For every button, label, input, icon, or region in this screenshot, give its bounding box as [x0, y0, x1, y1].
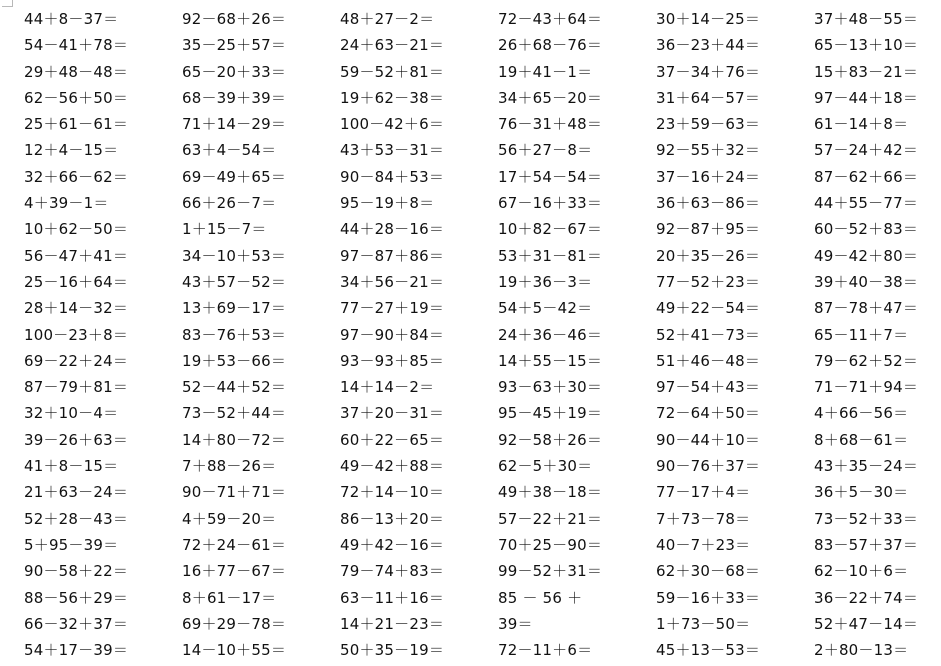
math-problem: 36－22＋74＝ [814, 588, 919, 607]
math-problem: 87－78＋47＝ [814, 299, 919, 318]
math-problem: 52－44＋52＝ [182, 378, 287, 397]
math-problem: 14＋21－23＝ [340, 614, 445, 633]
math-problem: 1＋15－7＝ [182, 220, 267, 239]
math-problem: 51＋46－48＝ [656, 351, 761, 370]
math-problem: 32＋10－4＝ [24, 404, 119, 423]
math-problem: 7＋88－26＝ [182, 457, 277, 476]
math-problem: 21＋63－24＝ [24, 483, 129, 502]
math-problem: 23＋59－63＝ [656, 115, 761, 134]
math-problem: 60＋22－65＝ [340, 430, 445, 449]
math-problem: 73－52＋33＝ [814, 509, 919, 528]
math-problem: 12＋4－15＝ [24, 141, 119, 160]
math-problem: 30＋14－25＝ [656, 10, 761, 28]
math-problem: 24＋63－21＝ [340, 36, 445, 55]
math-problem: 83－57＋37＝ [814, 535, 919, 554]
math-problem: 37－16＋24＝ [656, 167, 761, 186]
math-problem: 39＝ [498, 614, 533, 633]
math-problem: 59－52＋81＝ [340, 62, 445, 81]
math-problem: 32＋66－62＝ [24, 167, 129, 186]
math-problem: 100－42＋6＝ [340, 115, 445, 134]
math-problem: 72＋14－10＝ [340, 483, 445, 502]
math-problem: 17＋54－54＝ [498, 167, 603, 186]
math-problem: 97－90＋84＝ [340, 325, 445, 344]
math-problem: 37＋48－55＝ [814, 10, 919, 28]
math-problem: 57－24＋42＝ [814, 141, 919, 160]
math-problem: 77－52＋23＝ [656, 272, 761, 291]
math-problem: 36＋5－30＝ [814, 483, 909, 502]
math-problem: 53＋31－81＝ [498, 246, 603, 265]
math-problem: 71－71＋94＝ [814, 378, 919, 397]
math-problem: 8＋68－61＝ [814, 430, 909, 449]
math-problem: 90－71＋71＝ [182, 483, 287, 502]
math-problem: 71＋14－29＝ [182, 115, 287, 134]
math-problem: 69－49＋65＝ [182, 167, 287, 186]
math-problem: 34＋65－20＝ [498, 88, 603, 107]
math-problem: 44＋8－37＝ [24, 10, 119, 28]
math-problem: 8＋61－17＝ [182, 588, 277, 607]
math-problem: 73－52＋44＝ [182, 404, 287, 423]
math-problem: 62－56＋50＝ [24, 88, 129, 107]
math-problem: 25－16＋64＝ [24, 272, 129, 291]
math-problem: 92－68＋26＝ [182, 10, 287, 28]
math-problem: 77－17＋4＝ [656, 483, 751, 502]
math-problem: 10＋62－50＝ [24, 220, 129, 239]
math-problem: 90－84＋53＝ [340, 167, 445, 186]
math-problem: 45＋13－53＝ [656, 641, 761, 660]
math-problem: 2＋80－13＝ [814, 641, 909, 660]
math-problem: 63－11＋16＝ [340, 588, 445, 607]
math-problem: 90－58＋22＝ [24, 562, 129, 581]
problem-grid [24, 9, 941, 666]
math-problem: 72－11＋6＝ [498, 641, 593, 660]
math-problem: 92－58＋26＝ [498, 430, 603, 449]
math-problem: 1＋73－50＝ [656, 614, 751, 633]
math-problem: 65－11＋7＝ [814, 325, 909, 344]
math-problem: 100－23＋8＝ [24, 325, 129, 344]
math-problem: 83－76＋53＝ [182, 325, 287, 344]
math-problem: 39－26＋63＝ [24, 430, 129, 449]
math-problem: 49＋38－18＝ [498, 483, 603, 502]
math-problem: 4＋59－20＝ [182, 509, 277, 528]
math-problem: 56＋27－8＝ [498, 141, 593, 160]
math-problem: 52＋41－73＝ [656, 325, 761, 344]
math-problem: 59－16＋33＝ [656, 588, 761, 607]
math-problem: 72＋24－61＝ [182, 535, 287, 554]
math-problem: 72－43＋64＝ [498, 10, 603, 28]
math-problem: 90－44＋10＝ [656, 430, 761, 449]
math-problem: 95－45＋19＝ [498, 404, 603, 423]
math-problem: 39＋40－38＝ [814, 272, 919, 291]
math-problem: 5＋95－39＝ [24, 535, 119, 554]
math-problem: 63＋4－54＝ [182, 141, 277, 160]
math-problem: 97－44＋18＝ [814, 88, 919, 107]
math-problem: 69＋29－78＝ [182, 614, 287, 633]
math-problem: 4＋39－1＝ [24, 194, 109, 213]
math-problem: 62＋30－68＝ [656, 562, 761, 581]
math-problem: 34－10＋53＝ [182, 246, 287, 265]
math-problem: 66＋26－7＝ [182, 194, 277, 213]
math-problem: 19＋41－1＝ [498, 62, 593, 81]
math-problem: 13＋69－17＝ [182, 299, 287, 318]
math-problem: 60－52＋83＝ [814, 220, 919, 239]
math-problem: 65－13＋10＝ [814, 36, 919, 55]
math-problem: 85 － 56 ＋ [498, 588, 583, 607]
math-problem: 92－55＋32＝ [656, 141, 761, 160]
math-problem: 31＋64－57＝ [656, 88, 761, 107]
math-problem: 26＋68－76＝ [498, 36, 603, 55]
math-problem: 15＋83－21＝ [814, 62, 919, 81]
math-problem: 97－87＋86＝ [340, 246, 445, 265]
math-problem: 88－56＋29＝ [24, 588, 129, 607]
math-problem: 61－14＋8＝ [814, 115, 909, 134]
math-problem: 86－13＋20＝ [340, 509, 445, 528]
math-problem: 77－27＋19＝ [340, 299, 445, 318]
math-problem: 87－79＋81＝ [24, 378, 129, 397]
math-problem: 28＋14－32＝ [24, 299, 129, 318]
math-problem: 40－7＋23＝ [656, 535, 751, 554]
math-problem: 19＋53－66＝ [182, 351, 287, 370]
math-problem: 49＋42－16＝ [340, 535, 445, 554]
math-problem: 93－93＋85＝ [340, 351, 445, 370]
math-problem: 14＋14－2＝ [340, 378, 435, 397]
math-problem: 19＋36－3＝ [498, 272, 593, 291]
math-problem: 25＋61－61＝ [24, 115, 129, 134]
math-problem: 70＋25－90＝ [498, 535, 603, 554]
math-problem: 49＋22－54＝ [656, 299, 761, 318]
math-problem: 19＋62－38＝ [340, 88, 445, 107]
math-problem: 68－39＋39＝ [182, 88, 287, 107]
math-problem: 29＋48－48＝ [24, 62, 129, 81]
math-problem: 7＋73－78＝ [656, 509, 751, 528]
math-problem: 76－31＋48＝ [498, 115, 603, 134]
math-problem: 48＋27－2＝ [340, 10, 435, 28]
math-problem: 87－62＋66＝ [814, 167, 919, 186]
math-problem: 95－19＋8＝ [340, 194, 435, 213]
math-problem: 43＋53－31＝ [340, 141, 445, 160]
math-problem: 37＋20－31＝ [340, 404, 445, 423]
math-problem: 67－16＋33＝ [498, 194, 603, 213]
math-problem: 52＋47－14＝ [814, 614, 919, 633]
math-problem: 24＋36－46＝ [498, 325, 603, 344]
math-problem: 54－41＋78＝ [24, 36, 129, 55]
math-problem: 50＋35－19＝ [340, 641, 445, 660]
math-problem: 41＋8－15＝ [24, 457, 119, 476]
math-problem: 56－47＋41＝ [24, 246, 129, 265]
math-problem: 20＋35－26＝ [656, 246, 761, 265]
math-problem: 16＋77－67＝ [182, 562, 287, 581]
math-problem: 90－76＋37＝ [656, 457, 761, 476]
math-problem: 43＋35－24＝ [814, 457, 919, 476]
math-problem: 92－87＋95＝ [656, 220, 761, 239]
math-problem: 62－5＋30＝ [498, 457, 593, 476]
math-problem: 37－34＋76＝ [656, 62, 761, 81]
math-problem: 14＋55－15＝ [498, 351, 603, 370]
math-problem: 72－64＋50＝ [656, 404, 761, 423]
math-problem: 79－74＋83＝ [340, 562, 445, 581]
math-problem: 54＋17－39＝ [24, 641, 129, 660]
math-problem: 10＋82－67＝ [498, 220, 603, 239]
math-problem: 49－42＋88＝ [340, 457, 445, 476]
math-problem: 93－63＋30＝ [498, 378, 603, 397]
page-corner-mark [2, 0, 13, 7]
math-problem: 79－62＋52＝ [814, 351, 919, 370]
math-problem: 54＋5－42＝ [498, 299, 593, 318]
math-problem: 4＋66－56＝ [814, 404, 909, 423]
math-problem: 44＋28－16＝ [340, 220, 445, 239]
math-problem: 69－22＋24＝ [24, 351, 129, 370]
math-problem: 99－52＋31＝ [498, 562, 603, 581]
math-problem: 43＋57－52＝ [182, 272, 287, 291]
math-problem: 62－10＋6＝ [814, 562, 909, 581]
math-problem: 49－42＋80＝ [814, 246, 919, 265]
math-problem: 14－10＋55＝ [182, 641, 287, 660]
math-problem: 34＋56－21＝ [340, 272, 445, 291]
math-problem: 36＋63－86＝ [656, 194, 761, 213]
math-problem: 65－20＋33＝ [182, 62, 287, 81]
math-problem: 36－23＋44＝ [656, 36, 761, 55]
math-problem: 14＋80－72＝ [182, 430, 287, 449]
math-problem: 35－25＋57＝ [182, 36, 287, 55]
math-problem: 97－54＋43＝ [656, 378, 761, 397]
math-problem: 52＋28－43＝ [24, 509, 129, 528]
math-problem: 66－32＋37＝ [24, 614, 129, 633]
math-problem: 57－22＋21＝ [498, 509, 603, 528]
math-problem: 44＋55－77＝ [814, 194, 919, 213]
